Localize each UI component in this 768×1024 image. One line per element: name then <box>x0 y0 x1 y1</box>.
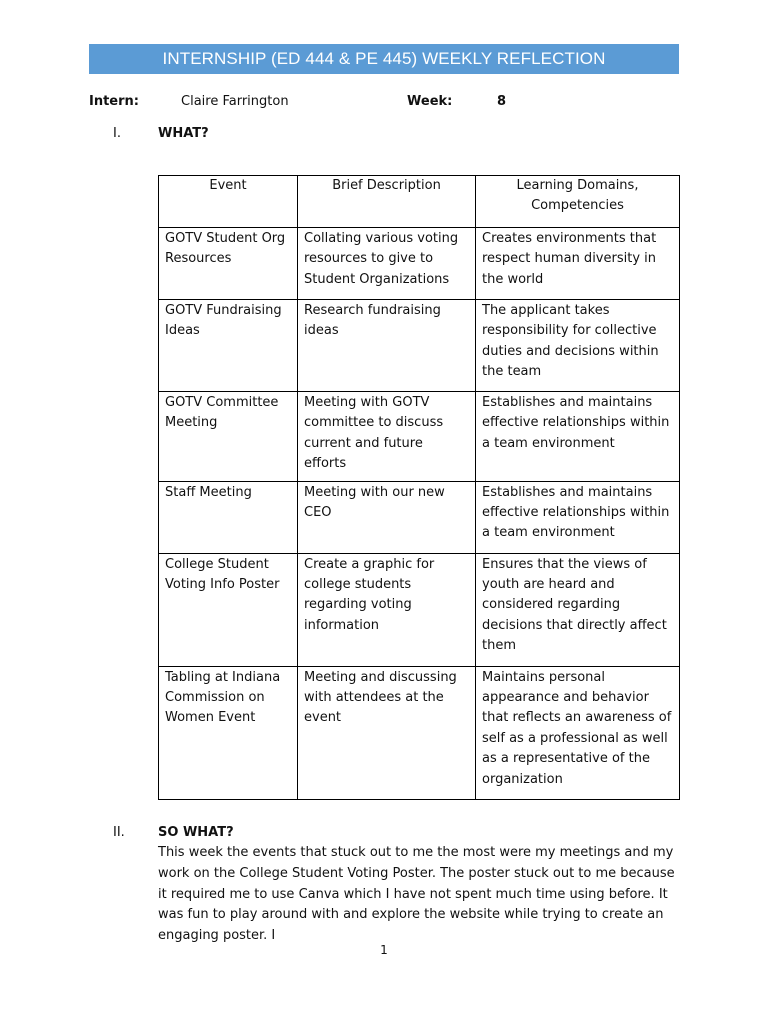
header-brief-description: Brief Description <box>298 176 476 228</box>
page-number: 1 <box>380 943 388 957</box>
table-row <box>159 228 680 300</box>
so-what-paragraph: This week the events that stuck out to me the most were my meetings and my work on the College Student Voting Poster. The poster stuck out to me because it required me to use Canva which I have not spent much time using before. It was fun to play around with and explore the website while trying to create an engaging poster. I <box>158 845 675 944</box>
table-row <box>159 553 680 666</box>
event-cell: GOTV Committee Meeting <box>159 392 298 482</box>
event-cell: College Student Voting Info Poster <box>159 553 298 666</box>
competency-cell: Establishes and maintains effective relationships within a team environment <box>476 392 680 482</box>
competency-cell: Establishes and maintains effective relationships within a team environment <box>476 481 680 553</box>
description-cell: Meeting with our new CEO <box>298 481 476 553</box>
description-cell: Meeting and discussing with attendees at the event <box>298 666 476 799</box>
week-value: 8 <box>497 94 507 109</box>
table-row <box>159 481 680 553</box>
table-row <box>159 392 680 482</box>
intern-label: Intern: <box>89 94 139 109</box>
section-2-title: SO WHAT? <box>158 825 234 840</box>
description-cell: Collating various voting resources to give to Student Organizations <box>298 228 476 300</box>
page-title-banner <box>89 44 679 74</box>
table-row <box>159 666 680 799</box>
event-cell: Tabling at Indiana Commission on Women Event <box>159 666 298 799</box>
header-learning-domains: Learning Domains, Competencies <box>476 176 680 228</box>
section-2-number: II. <box>113 825 125 840</box>
event-cell: GOTV Fundraising Ideas <box>159 300 298 392</box>
competency-cell: Creates environments that respect human diversity in the world <box>476 228 680 300</box>
description-cell: Create a graphic for college students regarding voting information <box>298 553 476 666</box>
table-header-row <box>159 176 680 228</box>
event-cell: GOTV Student Org Resources <box>159 228 298 300</box>
intern-name: Claire Farrington <box>181 94 289 109</box>
week-label: Week: <box>407 94 453 109</box>
competency-cell: The applicant takes responsibility for collective duties and decisions within the team <box>476 300 680 392</box>
page-title: INTERNSHIP (ED 444 & PE 445) WEEKLY REFLECTION <box>162 49 606 68</box>
section-1-number: I. <box>113 126 121 141</box>
description-cell: Meeting with GOTV committee to discuss current and future efforts <box>298 392 476 482</box>
competency-cell: Ensures that the views of youth are heard and considered regarding decisions that directly affect them <box>476 553 680 666</box>
header-event: Event <box>159 176 298 228</box>
table-row <box>159 300 680 392</box>
description-cell: Research fundraising ideas <box>298 300 476 392</box>
competency-cell: Maintains personal appearance and behavior that reflects an awareness of self as a professional as well as a representative of the organization <box>476 666 680 799</box>
events-table <box>158 175 680 800</box>
event-cell: Staff Meeting <box>159 481 298 553</box>
section-1-title: WHAT? <box>158 126 209 141</box>
